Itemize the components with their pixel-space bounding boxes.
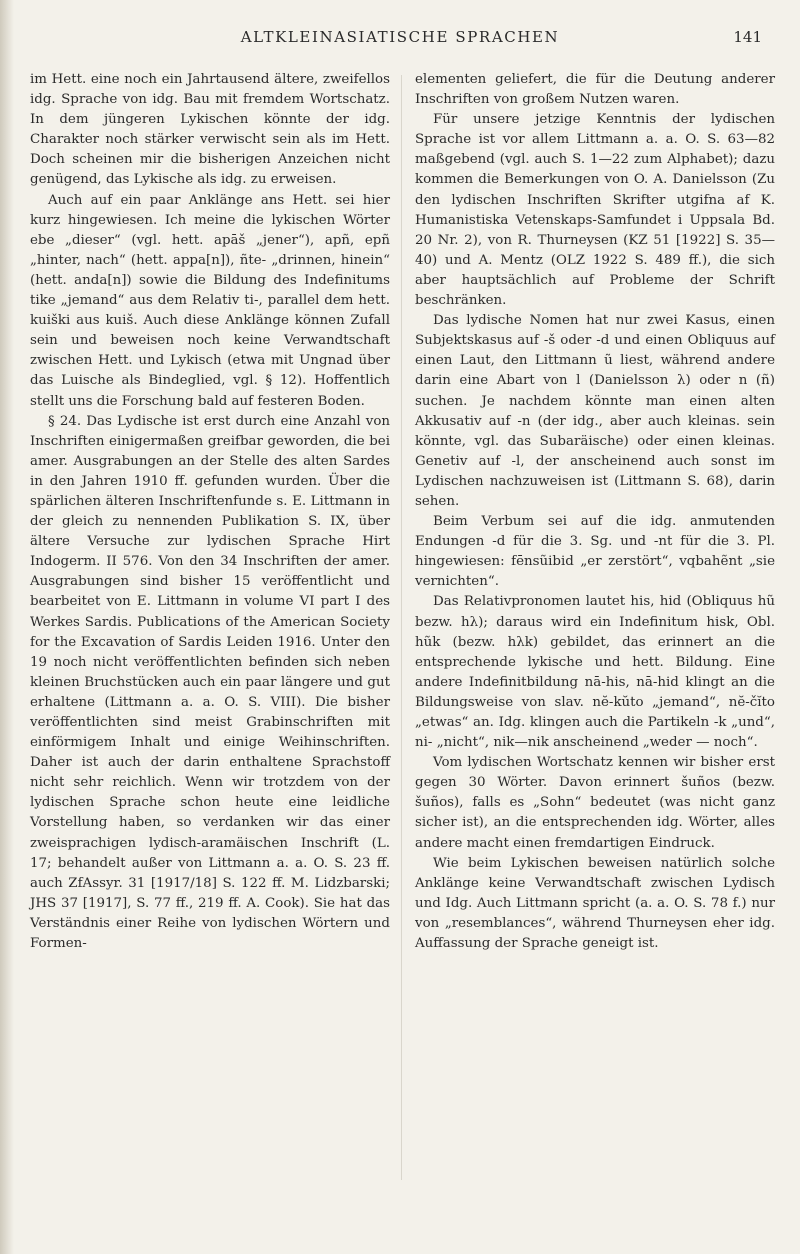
paragraph-section-24: § 24. Das Lydische ist erst durch eine Anzahl von Inschriften einigermaßen greifbar geworden, die bei amer. Ausgrabungen an der Stelle des alten Sardes in den Jahren 1910 ff. gefunden wurden. Über die spärlichen älteren Inschriftenfunde s. E. Littmann in der gleich zu nennenden Publikation S. IX, über ältere Versuche zur lydischen Sprache Hirt Indogerm. II 576. Von den 34 Inschriften der amer. Ausgrabungen sind bisher 15 veröffentlicht und bearbeitet von E. Littmann in volume VI part I des Werkes Sardis. Publications of the American Society for the Excavation of Sardis Leiden 1916. Unter den 19 noch nicht veröffentlichten befinden sich neben kleinen Bruchstücken auch ein paar längere und gut erhaltene (Littmann a. a. O. S. VIII). Die bisher veröffentlichten sind meist Grabinschriften mit einförmigem Inhalt und einige Weihinschriften. Daher ist auch der darin enthaltene Sprachstoff nicht sehr reichlich. Wenn wir trotzdem von der lydischen Sprache schon heute eine leidliche Vorstellung haben, so verdanken wir das einer zweisprachigen lydisch-aramäischen Inschrift (L. 17; behandelt außer von Littmann a. a. O. S. 23 ff. auch ZfAssyr. 31 [1917/18] S. 122 ff. M. Lidzbarski; JHS 37 [1917], S. 77 ff., 219 ff. A. Cook). Sie hat das Verständnis einer Reihe von lydischen Wörtern und Formen- — [30, 413, 390, 952]
column-divider — [401, 75, 402, 1180]
running-header — [30, 28, 770, 56]
page-binding-shadow — [0, 0, 14, 1254]
right-column — [415, 70, 775, 954]
running-title: ALTKLEINASIATISCHE SPRACHEN — [240, 28, 560, 46]
paragraph: elementen geliefert, die für die Deutung anderer Inschriften von großem Nutzen waren. — [415, 72, 775, 108]
left-column — [30, 70, 390, 954]
paragraph: im Hett. eine noch ein Jahrtausend ältere, zweifellos idg. Sprache von idg. Bau mit fremdem Wortschatz. In dem jüngeren Lykischen könnte der idg. Charakter noch stärker verwischt sein als im Hett. Doch scheinen mir die bisherigen Anzeichen nicht genügend, das Lykische als idg. zu erweisen. — [30, 72, 390, 188]
paragraph: Das Relativpronomen lautet his, hid (Obliquus hũ bezw. hλ); daraus wird ein Indefinitum hisk, Obl. hũk (bezw. hλk) gebildet, das erinnert an die entsprechende lykische und hett. Bildung. Eine andere Indefinitbildung nā-his, nā-hid klingt an die Bildungsweise von slav. nĕ-kŭto „jemand“, nĕ-čĭto „etwas“ an. Idg. klingen auch die Partikeln -k „und“, ni- „nicht“, nik—nik anscheinend „weder — noch“. — [415, 594, 775, 751]
paragraph: Für unsere jetzige Kenntnis der lydischen Sprache ist vor allem Littmann a. a. O. S. 63—82 maßgebend (vgl. auch S. 1—22 zum Alphabet); dazu kommen die Bemerkungen von O. A. Danielsson (Zu den lydischen Inschriften Skrifter utgifna af K. Humanistiska Vetenskaps-Samfundet i Uppsala Bd. 20 Nr. 2), von R. Thurneysen (KZ 51 [1922] S. 35—40) und A. Mentz (OLZ 1922 S. 489 ff.), die sich aber hauptsächlich auf Probleme der Schrift beschränken. — [415, 112, 775, 309]
page-number: 141 — [733, 28, 762, 46]
paragraph: Wie beim Lykischen beweisen natürlich solche Anklänge keine Verwandtschaft zwischen Lydisch und Idg. Auch Littmann spricht (a. a. O. S. 78 f.) nur von „resemblances“, während Thurneysen eher idg. Auffassung der Sprache geneigt ist. — [415, 855, 775, 952]
paragraph: Beim Verbum sei auf die idg. anmutenden Endungen -d für die 3. Sg. und -nt für die 3. Pl. hingewiesen: fēnsũibid „er zerstört“, vqbahẽnt „sie vernichten“. — [415, 514, 775, 590]
paragraph: Das lydische Nomen hat nur zwei Kasus, einen Subjektskasus auf -š oder -d und einen Obliquus auf einen Laut, den Littmann ũ liest, während andere darin eine Abart von l (Danielsson λ) oder n (ñ) suchen. Je nachdem könnte man einen alten Akkusativ auf -n (der idg., aber auch kleinas. sein könnte, vgl. das Subaräische) oder einen kleinas. Genetiv auf -l, der anscheinend auch sonst im Lydischen nachzuweisen ist (Littmann S. 68), darin sehen. — [415, 313, 775, 509]
paragraph: Auch auf ein paar Anklänge ans Hett. sei hier kurz hingewiesen. Ich meine die lykischen Wörter ebe „dieser“ (vgl. hett. apāš „jener“), apñ, epñ „hinter, nach“ (hett. appa[n]), ñte- „drinnen, hinein“ (hett. anda[n]) sowie die Bildung des Indefinitums tike „jemand“ aus dem Relativ ti-, parallel dem hett. kuiški aus kuiš. Auch diese Anklänge können Zufall sein und beweisen noch keine Verwandtschaft zwischen Hett. und Lykisch (etwa mit Ungnad über das Luische als Bindeglied, vgl. § 12). Hoffentlich stellt uns die Forschung bald auf festeren Boden. — [30, 192, 390, 409]
paragraph: Vom lydischen Wortschatz kennen wir bisher erst gegen 30 Wörter. Davon erinnert šuños (bezw. šuños), falls es „Sohn“ bedeutet (was nicht ganz sicher ist), an die entsprechenden idg. Wörter, alles andere macht einen fremdartigen Eindruck. — [415, 755, 775, 851]
